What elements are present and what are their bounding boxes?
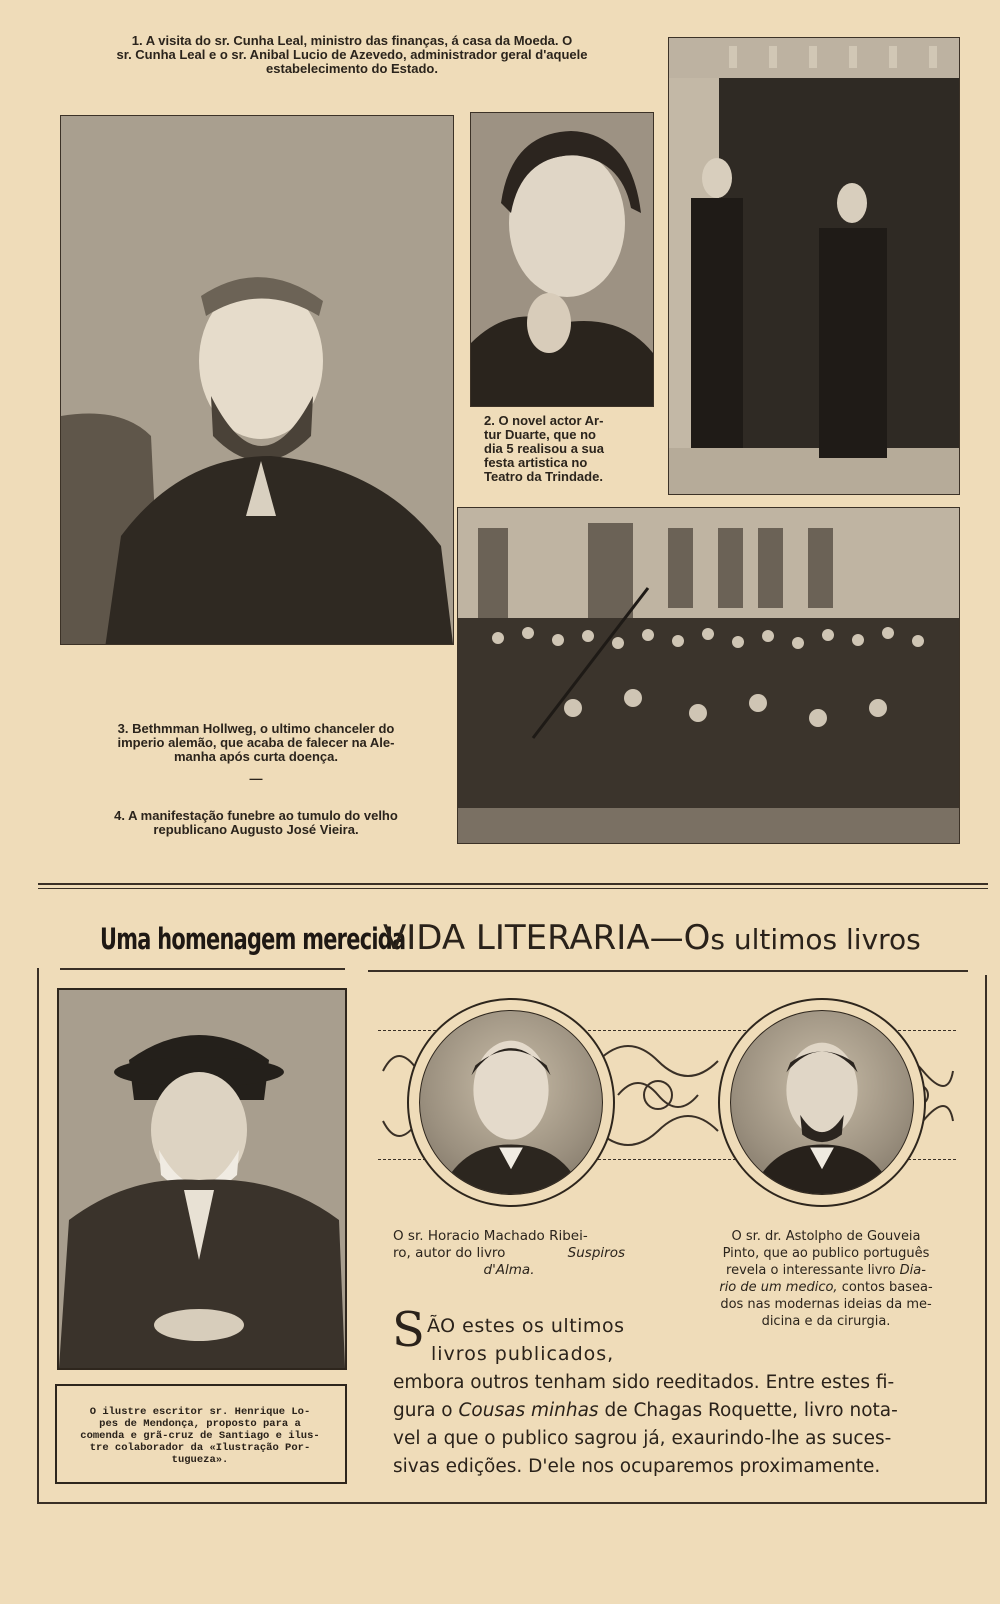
caption-3-line: 3. Bethmman Hollweg, o ultimo chanceler do — [117, 721, 395, 736]
astolpho-caption-text: revela o interessante livro — [726, 1263, 896, 1278]
caption-3-line: manha após curta doença. — [174, 749, 338, 764]
homenagem-heading-rule — [60, 968, 345, 970]
caption-1-line: 1. A visita do sr. Cunha Leal, ministro das finanças, á casa da Moeda. O — [131, 33, 573, 48]
photo-henrique-lopes-de-mendonca — [57, 988, 347, 1370]
photo-funeral-crowd — [457, 507, 960, 844]
caption-2-line: 2. O novel actor Ar- — [484, 413, 604, 428]
body-line: sivas edições. D'ele nos ocuparemos proximamente. — [393, 1456, 881, 1477]
caption-3 — [60, 722, 452, 764]
caption-2-line: dia 5 realisou a sua — [484, 441, 604, 456]
homenagem-caption-line: tugueza». — [171, 1454, 229, 1466]
astolpho-caption-line — [710, 1262, 942, 1279]
astolpho-caption — [710, 1228, 942, 1330]
body-line: vel a que o publico sagrou já, exaurindo-lhe as suces- — [393, 1428, 892, 1449]
astolpho-caption-text: contos basea- — [841, 1280, 933, 1295]
page-box-bottom — [37, 1502, 987, 1504]
photo-astolpho-de-gouveia-pinto — [730, 1010, 914, 1195]
left-box-border-left — [37, 968, 39, 1503]
caption-1-line: sr. Cunha Leal e o sr. Anibal Lucio de Azevedo, administrador geral d'aquele — [116, 47, 588, 62]
body-line — [393, 1397, 943, 1425]
caption-4-line: republicano Augusto José Vieira. — [153, 822, 359, 837]
body-line: ÃO estes os ultimos — [427, 1315, 625, 1337]
body-text: de Chagas Roquette, livro nota- — [604, 1400, 898, 1421]
caption-2-line: tur Duarte, que no — [484, 427, 596, 442]
homenagem-caption — [62, 1406, 338, 1466]
horacio-caption-line: O sr. Horacio Machado Ribei- — [393, 1228, 588, 1244]
caption-2-line: festa artistica no — [484, 455, 588, 470]
horacio-caption-line — [393, 1245, 625, 1262]
caption-4 — [60, 809, 452, 837]
oval-frame-horacio — [407, 998, 615, 1207]
homenagem-caption-line: pes de Mendonça, proposto para a — [99, 1418, 301, 1430]
homenagem-caption-line: tre colaborador da «Ilustração Por- — [89, 1442, 311, 1454]
caption-2-line: Teatro da Trindade. — [484, 469, 603, 484]
caption-2 — [484, 414, 644, 484]
horacio-caption-text: ro, autor do livro — [393, 1245, 506, 1261]
photo-casa-da-moeda — [668, 37, 960, 495]
page-box-right — [985, 975, 987, 1504]
astolpho-caption-line: O sr. dr. Astolpho de Gouveia — [731, 1229, 921, 1244]
astolpho-caption-line: dos nas modernas ideias da me- — [720, 1297, 932, 1312]
caption-3-line: imperio alemão, que acaba de falecer na Ale- — [117, 735, 395, 750]
vida-literaria-heading — [383, 918, 921, 958]
section-divider-thin — [38, 888, 988, 889]
horacio-caption-line — [393, 1262, 625, 1279]
book-title-cousas-minhas: Cousas minhas — [458, 1400, 599, 1421]
caption-4-line: 4. A manifestação funebre ao tumulo do velho — [114, 808, 398, 823]
vida-heading-rule — [368, 970, 968, 972]
homenagem-heading: Uma homenagem merecida — [100, 922, 406, 956]
body-line: embora outros tenham sido reeditados. Entre estes fi- — [393, 1372, 895, 1393]
drop-cap: S — [392, 1302, 425, 1358]
body-paragraph — [393, 1369, 943, 1481]
body-line: livros publicados, — [431, 1343, 615, 1365]
astolpho-book-title-cont: rio de um medico, — [719, 1280, 838, 1295]
horacio-caption — [393, 1228, 625, 1279]
astolpho-caption-line: dicina e da cirurgia. — [761, 1314, 891, 1329]
vida-literaria-heading-main: VIDA LITERARIA—O — [383, 918, 711, 958]
caption-1 — [52, 34, 652, 76]
caption-1-line: estabelecimento do Estado. — [266, 61, 438, 76]
section-divider — [38, 883, 988, 885]
photo-bethmann-hollweg — [60, 115, 454, 645]
horacio-book-title: Suspiros — [567, 1245, 625, 1261]
horacio-book-title-cont: d'Alma. — [483, 1262, 535, 1278]
astolpho-caption-line — [710, 1279, 942, 1296]
photo-horacio-machado-ribeiro — [419, 1010, 603, 1195]
astolpho-caption-line: Pinto, que ao publico português — [722, 1246, 930, 1261]
caption-separator: — — [249, 771, 263, 786]
astolpho-book-title: Dia- — [899, 1263, 926, 1278]
homenagem-caption-line: O ilustre escritor sr. Henrique Lo- — [89, 1406, 311, 1418]
homenagem-caption-line: comenda e grã-cruz de Santiago e ilus- — [80, 1430, 320, 1442]
body-text: gura o — [393, 1400, 453, 1421]
oval-frame-astolpho — [718, 998, 926, 1207]
vida-literaria-heading-rest: s ultimos livros — [710, 923, 921, 956]
photo-artur-duarte — [470, 112, 654, 407]
